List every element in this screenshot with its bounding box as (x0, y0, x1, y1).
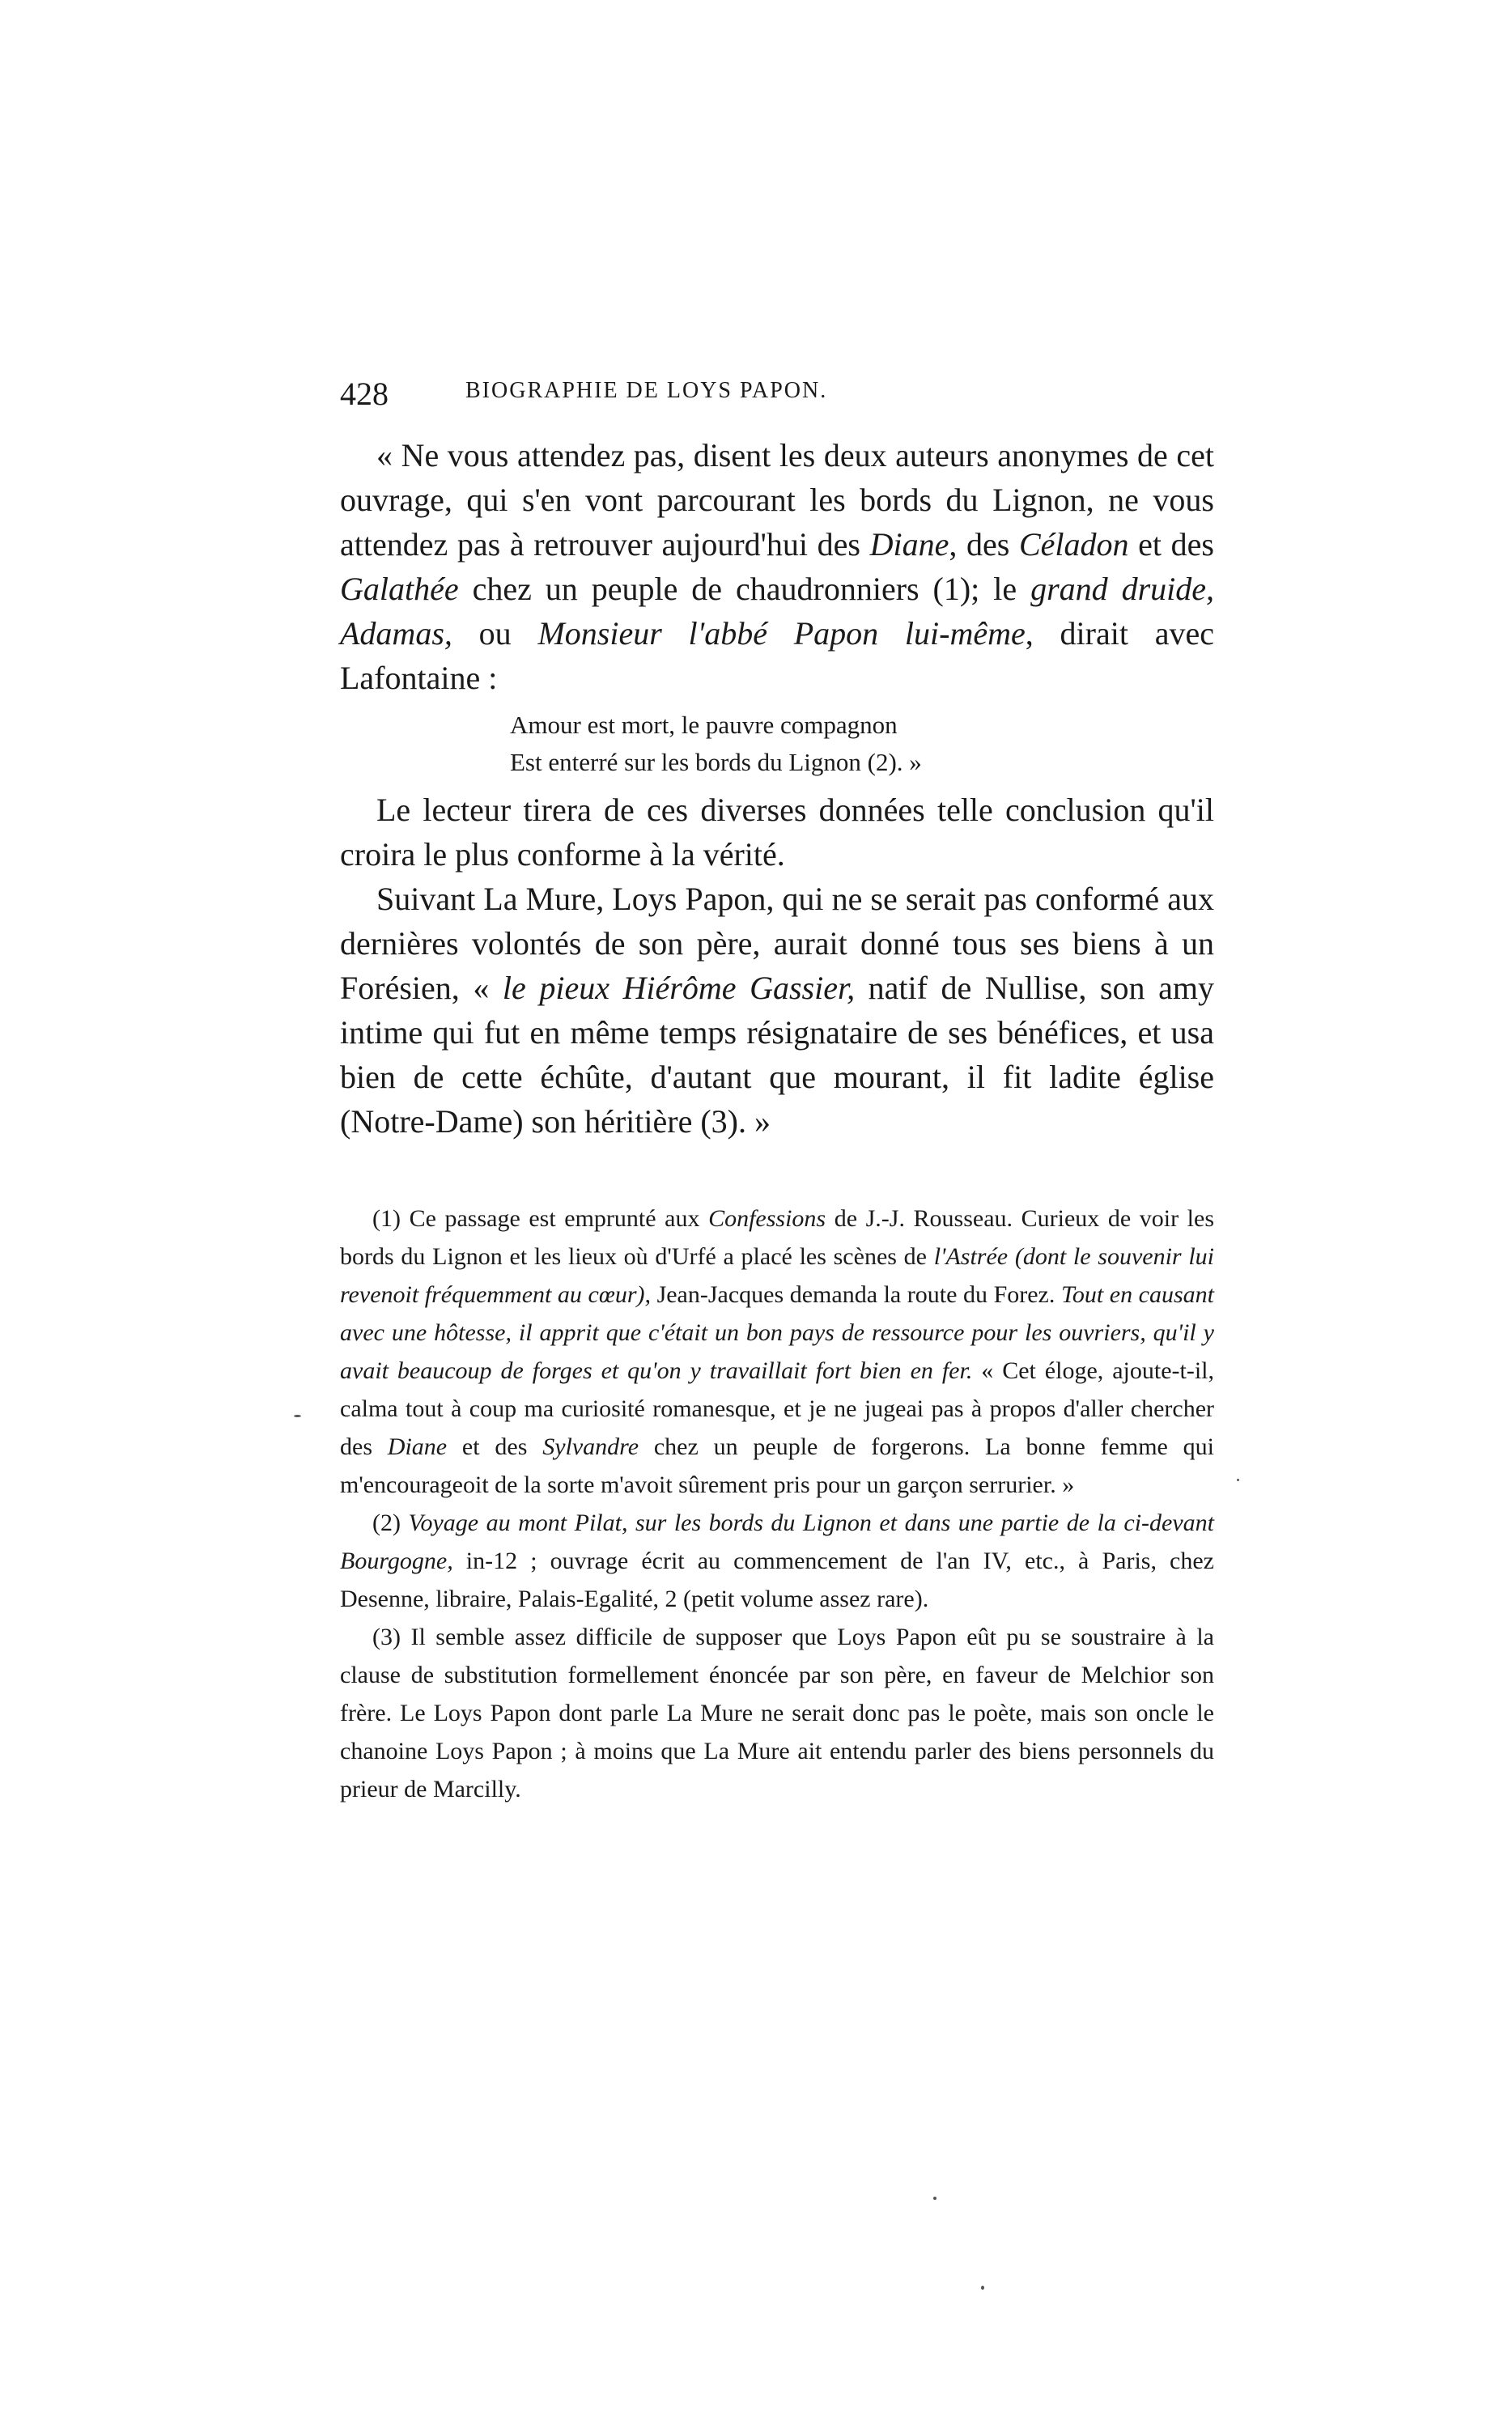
text-run: (1) Ce passage est emprunté aux (372, 1205, 709, 1232)
italic-run: Confessions (708, 1205, 826, 1232)
text-run: ou (452, 615, 538, 652)
verse-line: Amour est mort, le pauvre compagnon (510, 711, 898, 739)
text-run: , dirait avec Lafontaine : (340, 615, 1214, 696)
italic-run: grand druide, Adamas, (340, 571, 1215, 652)
ink-speck (933, 2197, 937, 2200)
ink-speck (294, 1415, 301, 1417)
ink-speck (1237, 1479, 1239, 1481)
italic-run: l'Astrée (dont le souvenir lui revenoit fréquemment au cœur), (340, 1243, 1215, 1308)
text-run: et des (447, 1433, 543, 1460)
text-run: (2) (372, 1509, 409, 1536)
footnotes (340, 1200, 1214, 1808)
text-run: « Ne vous attendez pas, disent les deux auteurs anonymes de cet ouvrage, qui s'en vont parcourant les bords du Lignon, ne vous attendez pas à retrouver aujourd'hui des (340, 437, 1214, 563)
text-run: « Cet éloge, ajoute-t-il, calma tout à coup ma curiosité romanesque, et je ne jugeai pas à propos d'aller chercher des (340, 1357, 1214, 1460)
italic-run: le pieux Hiérôme Gassier, (502, 970, 856, 1006)
footnote-2 (340, 1504, 1214, 1618)
verse-line: Est enterré sur les bords du Lignon (2). » (510, 748, 922, 776)
paragraph-la-mure (340, 877, 1214, 1144)
italic-run: Céladon (1018, 526, 1129, 563)
italic-run: Diane (869, 526, 949, 563)
text-run: chez un peuple de forgerons. La bonne femme qui m'encourageoit de la sorte m'avoit sûrement pris pour un garçon serrurier. » (340, 1433, 1214, 1498)
page-number: 428 (340, 376, 389, 412)
paragraph-conclusion: Le lecteur tirera de ces diverses données telle conclusion qu'il croira le plus conforme à la vérité. (340, 792, 1214, 873)
verse-quote (510, 707, 1214, 781)
text-run: in-12 ; ouvrage écrit au commencement de l'an IV, etc., à Paris, chez Desenne, libraire, Palais-Egalité, 2 (petit volume assez rare). (340, 1548, 1214, 1612)
footnote-3: (3) Il semble assez difficile de supposer que Loys Papon eût pu se soustraire à la clause de substitution formellement énoncée par son père, en faveur de Melchior son frère. Le Loys Papon dont parle La Mure ne serait donc pas le poète, mais son oncle le chanoine Loys Papon ; à moins que La Mure ait entendu parler des biens personnels du prieur de Marcilly. (340, 1624, 1214, 1802)
text-run: Suivant La Mure, Loys Papon, qui ne se serait pas conformé aux dernières volontés de son père, aurait donné tous ses biens à un Forésien, « (340, 881, 1214, 1006)
italic-run: Voyage au mont Pilat, sur les bords du Lignon et dans une partie de la ci-devant Bourgogne, (340, 1509, 1214, 1574)
page-header (340, 375, 971, 423)
main-text (340, 433, 1214, 1144)
text-run: chez un peuple de chaudronniers (1); le (458, 571, 1031, 607)
paragraph-quote (340, 433, 1214, 700)
text-run: natif de Nullise, son amy intime qui fut en même temps résignataire de ses bénéfices, et usa bien de cette échûte, d'autant que mourant, il fit ladite église (Notre-Dame) son héritière (3). » (340, 970, 1214, 1140)
text-run: et des (1128, 526, 1214, 563)
text-run: , des (949, 526, 1019, 563)
italic-run: Sylvandre (542, 1433, 639, 1460)
text-run: Jean-Jacques demanda la route du Forez. (651, 1281, 1061, 1308)
italic-run: Diane (387, 1433, 448, 1460)
italic-run: Tout en causant avec une hôtesse, il apprit que c'était un bon pays de ressource pour les ouvriers, qu'il y avait beaucoup de forges et qu'on y travaillait fort bien en fer. (340, 1281, 1214, 1384)
footnote-1 (340, 1200, 1214, 1504)
running-title: BIOGRAPHIE DE LOYS PAPON. (465, 378, 828, 403)
italic-run: Monsieur l'abbé Papon lui-même (537, 615, 1026, 652)
ink-speck (981, 2286, 984, 2290)
text-run: de J.-J. Rousseau. Curieux de voir les bords du Lignon et les lieux où d'Urfé a placé les scènes de (340, 1205, 1214, 1270)
italic-run: Galathée (340, 571, 459, 607)
